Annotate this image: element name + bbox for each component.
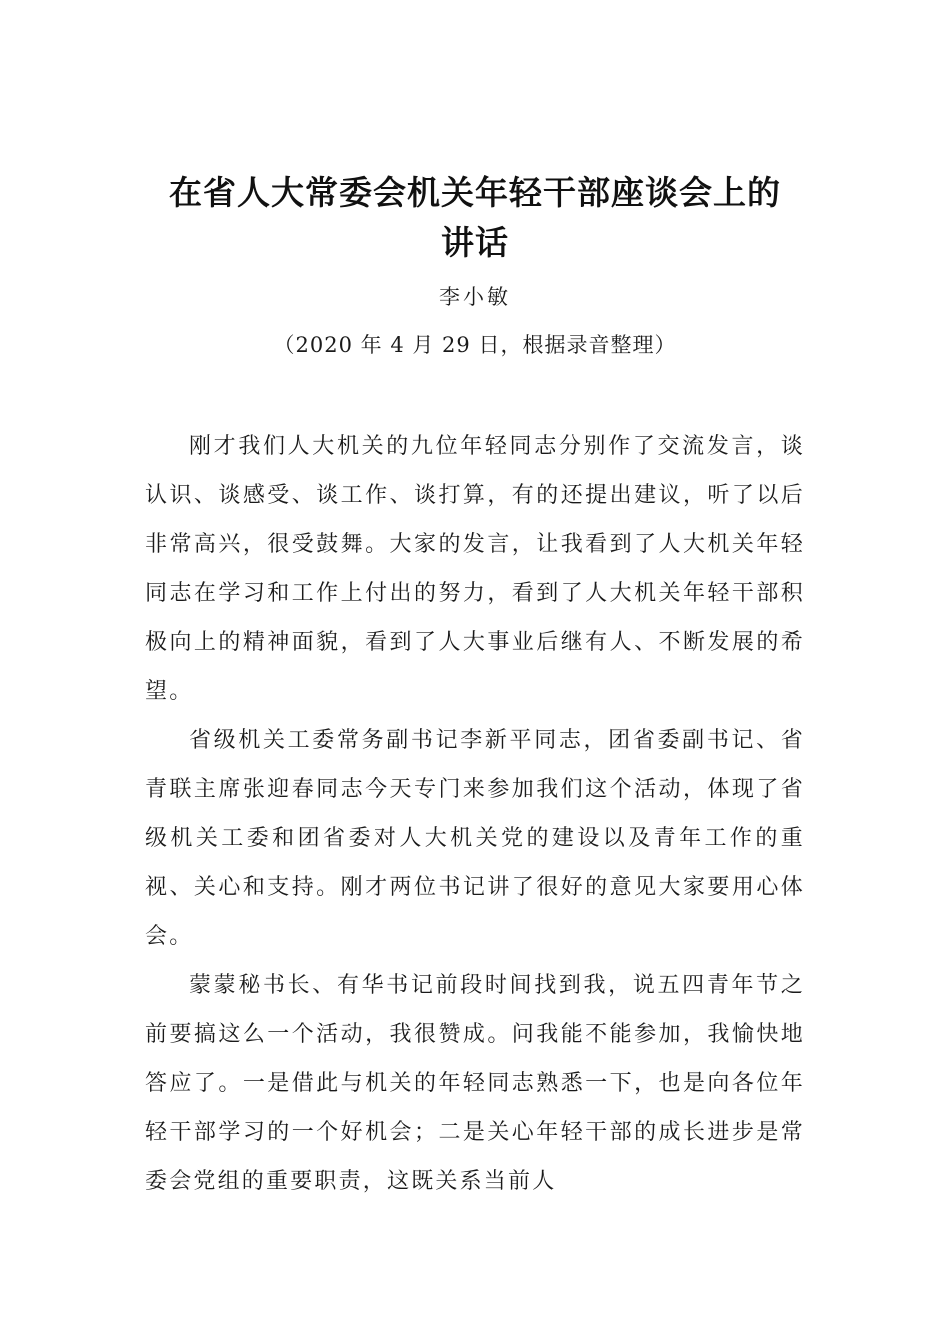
body-paragraph-3: 蒙蒙秘书长、有华书记前段时间找到我，说五四青年节之前要搞这么一个活动，我很赞成。问我能不能参加，我愉快地答应了。一是借此与机关的年轻同志熟悉一下，也是向各位年轻干部学习的一个好机会；二是关心年轻干部的成长进步是常委会党组的重要职责，这既关系当前人 xyxy=(145,973,805,1194)
body-paragraph-1: 刚才我们人大机关的九位年轻同志分别作了交流发言，谈认识、谈感受、谈工作、谈打算，有的还提出建议，听了以后非常高兴，很受鼓舞。大家的发言，让我看到了人大机关年轻同志在学习和工作上付出的努力，看到了人大机关年轻干部积极向上的精神面貌，看到了人大事业后继有人、不断发展的希望。 xyxy=(145,434,805,704)
author-name: 李小敏 xyxy=(439,285,511,309)
dateline: （2020 年 4 月 29 日，根据录音整理） xyxy=(273,333,677,357)
document-title-line-2: 讲话 xyxy=(441,223,509,262)
body-paragraph-2: 省级机关工委常务副书记李新平同志，团省委副书记、省青联主席张迎春同志今天专门来参加我们这个活动，体现了省级机关工委和团省委对人大机关党的建设以及青年工作的重视、关心和支持。刚才两位书记讲了很好的意见大家要用心体会。 xyxy=(145,728,805,949)
document-title-line-1: 在省人大常委会机关年轻干部座谈会上的 xyxy=(169,173,781,212)
